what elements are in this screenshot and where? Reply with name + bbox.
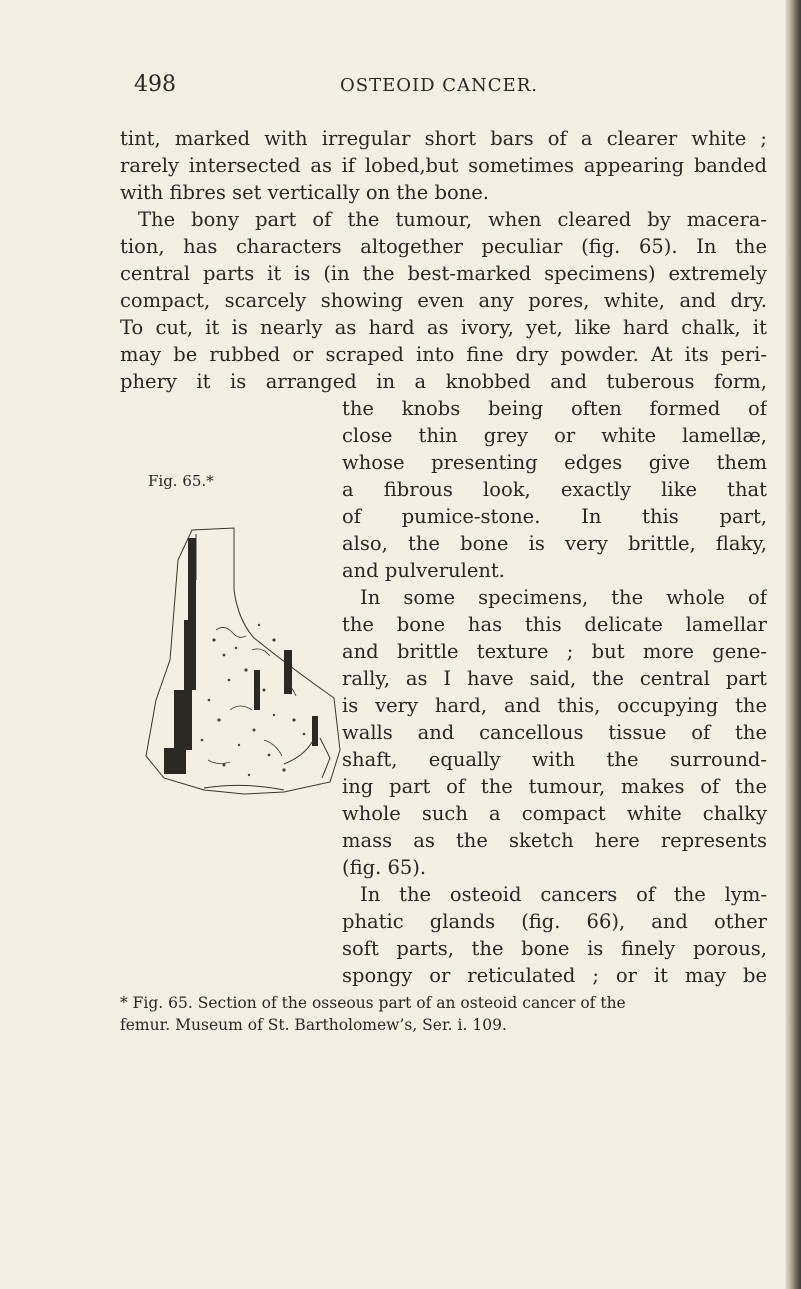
side-line: walls and cancellous tissue of the bbox=[342, 721, 767, 744]
side-line: ing part of the tumour, makes of the bbox=[342, 775, 767, 798]
side-line: close thin grey or white lamellæ, bbox=[342, 424, 767, 447]
side-line: and brittle texture ; but more gene- bbox=[342, 640, 767, 663]
page-edge-shadow bbox=[785, 0, 801, 1289]
side-line: is very hard, and this, occupying the bbox=[342, 694, 767, 717]
side-line: the bone has this delicate lamellar bbox=[342, 613, 767, 636]
body-line: rarely intersected as if lobed,but sometimes appearing banded bbox=[120, 154, 767, 177]
side-line: In some specimens, the whole of bbox=[360, 586, 767, 609]
side-line: also, the bone is very brittle, flaky, bbox=[342, 532, 767, 555]
side-line: soft parts, the bone is finely porous, bbox=[342, 937, 767, 960]
side-line: spongy or reticulated ; or it may be bbox=[342, 964, 767, 987]
page-number: 498 bbox=[134, 72, 176, 97]
side-line: a fibrous look, exactly like that bbox=[342, 478, 767, 501]
side-line: whose presenting edges give them bbox=[342, 451, 767, 474]
body-line: tint, marked with irregular short bars of a clearer white ; bbox=[120, 127, 767, 150]
running-head bbox=[0, 72, 790, 112]
bone-section-illustration bbox=[134, 520, 364, 800]
side-line: mass as the sketch here represents bbox=[342, 829, 767, 852]
body-line: may be rubbed or scraped into fine dry powder. At its peri- bbox=[120, 343, 767, 366]
body-line: central parts it is (in the best-marked specimens) extremely bbox=[120, 262, 767, 285]
body-line: compact, scarcely showing even any pores, white, and dry. bbox=[120, 289, 767, 312]
body-line: To cut, it is nearly as hard as ivory, yet, like hard chalk, it bbox=[120, 316, 767, 339]
body-line: with fibres set vertically on the bone. bbox=[120, 181, 489, 204]
side-line: whole such a compact white chalky bbox=[342, 802, 767, 825]
body-line: tion, has characters altogether peculiar (fig. 65). In the bbox=[120, 235, 767, 258]
body-line: The bony part of the tumour, when cleared by macera- bbox=[138, 208, 767, 231]
footnote-line: femur. Museum of St. Bartholomew’s, Ser. i. 109. bbox=[120, 1016, 507, 1034]
side-line: and pulverulent. bbox=[342, 559, 505, 582]
side-line: shaft, equally with the surround- bbox=[342, 748, 767, 771]
footnote-line: * Fig. 65. Section of the osseous part of an osteoid cancer of the bbox=[120, 994, 626, 1012]
body-line: phery it is arranged in a knobbed and tuberous form, bbox=[120, 370, 767, 393]
side-line: the knobs being often formed of bbox=[342, 397, 767, 420]
running-title: OSTEOID CANCER. bbox=[340, 75, 538, 96]
side-line: of pumice-stone. In this part, bbox=[342, 505, 767, 528]
figure-caption: Fig. 65.* bbox=[148, 472, 214, 490]
side-line: In the osteoid cancers of the lym- bbox=[360, 883, 767, 906]
side-line: rally, as I have said, the central part bbox=[342, 667, 767, 690]
side-line: (fig. 65). bbox=[342, 856, 427, 879]
side-line: phatic glands (fig. 66), and other bbox=[342, 910, 767, 933]
